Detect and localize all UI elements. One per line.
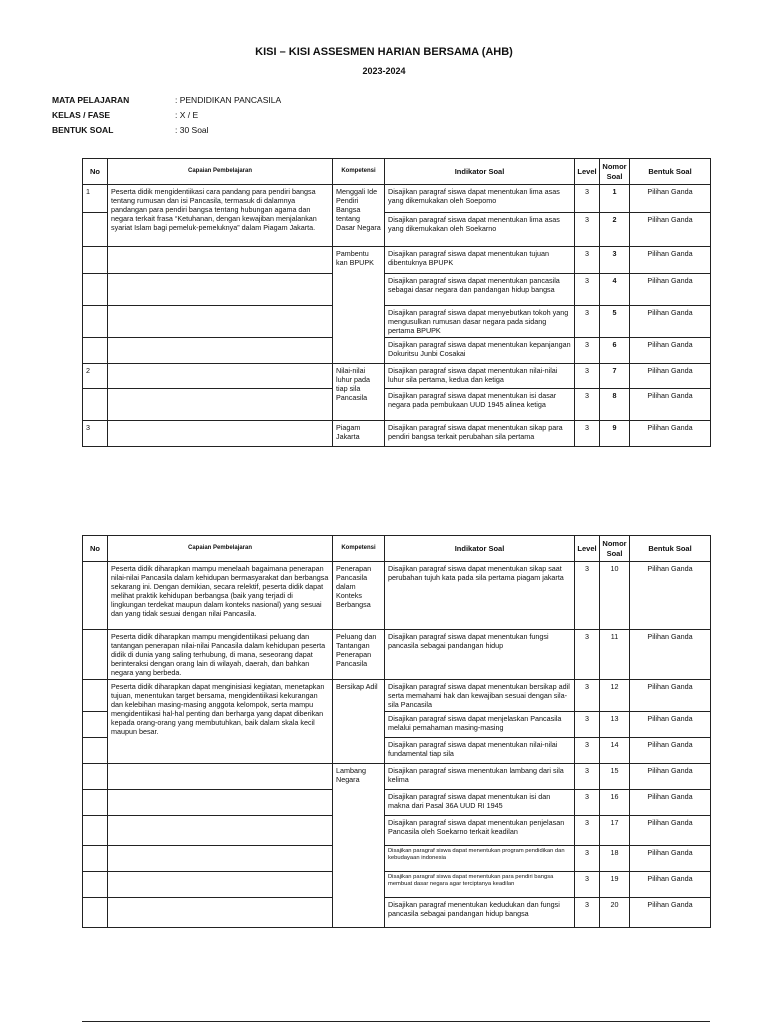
header-level: Level <box>575 536 600 562</box>
cell-no <box>83 790 108 816</box>
cell-capaian <box>108 247 333 274</box>
cell-no <box>83 306 108 338</box>
cell-nomor: 19 <box>600 872 630 898</box>
table-row <box>83 389 711 421</box>
cell-bentuk: Pilihan Ganda <box>630 712 711 738</box>
cell-kompetensi: Lambang Negara <box>333 764 385 928</box>
cell-level: 3 <box>575 872 600 898</box>
cell-no: 2 <box>83 364 108 389</box>
cell-bentuk: Pilihan Ganda <box>630 790 711 816</box>
document-year: 2023-2024 <box>362 66 406 76</box>
cell-bentuk: Pilihan Ganda <box>630 306 711 338</box>
header-bentuk: Bentuk Soal <box>630 159 711 185</box>
table-row <box>83 764 711 790</box>
cell-no <box>83 630 108 680</box>
cell-no <box>83 816 108 846</box>
cell-bentuk: Pilihan Ganda <box>630 630 711 680</box>
table-row <box>83 816 711 846</box>
cell-bentuk: Pilihan Ganda <box>630 421 711 447</box>
cell-capaian <box>108 816 333 846</box>
cell-no <box>83 738 108 764</box>
cell-indikator: Disajikan paragraf siswa dapat menyebutkan tokoh yang mengusulkan rumusan dasar negara pada sidang pertama BPUPK <box>385 306 575 338</box>
table-row <box>83 421 711 447</box>
header-capaian: Capaian Pembelajaran <box>108 159 333 185</box>
cell-nomor: 11 <box>600 630 630 680</box>
cell-bentuk: Pilihan Ganda <box>630 680 711 712</box>
cell-capaian: Peserta didik diharapkan mampu menelaah bagaimana penerapan nilai-nilai Pancasila dalam kehidupan bermasyarakat dan berbangsa sekarang ini. Dengan demikian, secara relektif, peserta didik dapat melihat praktik kehidupan berbangsa (baik yang terjadi di lingkungan terdekat maupun dalam konteks nasional) yang sesuai dan yang tidak sesuai dengan nilai Pancasila. <box>108 562 333 630</box>
cell-nomor: 18 <box>600 846 630 872</box>
table-row <box>83 306 711 338</box>
cell-no <box>83 389 108 421</box>
cell-no <box>83 680 108 712</box>
cell-indikator: Disajikan paragraf siswa dapat menentukan isi dan makna dari Pasal 36A UUD RI 1945 <box>385 790 575 816</box>
cell-indikator: Disajikan paragraf siswa dapat menentukan sikap para pendiri bangsa terkait perubahan sila pertama <box>385 421 575 447</box>
table-row <box>83 898 711 928</box>
table-header-row <box>83 159 711 185</box>
cell-level: 3 <box>575 389 600 421</box>
cell-indikator: Disajikan paragraf siswa dapat menentukan bersikap adil serta memahami hak dan kewajiban sesuai dengan sila-sila Pancasila <box>385 680 575 712</box>
header-no: No <box>83 159 108 185</box>
cell-bentuk: Pilihan Ganda <box>630 364 711 389</box>
cell-level: 3 <box>575 630 600 680</box>
cell-nomor: 14 <box>600 738 630 764</box>
meta-value: : X / E <box>175 110 199 120</box>
cell-nomor: 20 <box>600 898 630 928</box>
cell-bentuk: Pilihan Ganda <box>630 389 711 421</box>
cell-no <box>83 274 108 306</box>
table-row <box>83 680 711 712</box>
cell-capaian <box>108 274 333 306</box>
cell-capaian <box>108 338 333 364</box>
cell-capaian: Peserta didik diharapkan dapat menginisiasi kegiatan, menetapkan tujuan, menentukan target bersama, mengidentiikasi kekurangan dan kelebihan masing-masing anggota kelompok, serta mampu mengidentiikasi hal-hal penting dan berharga yang dapat diberikan kepada orang-orang yang membutuhkan, baik dalam skala kecil maupun besar. <box>108 680 333 764</box>
cell-nomor: 1 <box>600 185 630 213</box>
cell-capaian <box>108 421 333 447</box>
cell-nomor: 10 <box>600 562 630 630</box>
header-level: Level <box>575 159 600 185</box>
cell-level: 3 <box>575 274 600 306</box>
cell-no <box>83 338 108 364</box>
cell-indikator: Disajikan paragraf menentukan kedudukan dan fungsi pancasila sebagai pandangan hidup bangsa <box>385 898 575 928</box>
kisi-table-1 <box>82 158 711 447</box>
cell-no <box>83 846 108 872</box>
document-meta <box>52 95 281 140</box>
cell-capaian <box>108 764 333 790</box>
meta-label: BENTUK SOAL <box>52 125 114 135</box>
cell-nomor: 15 <box>600 764 630 790</box>
cell-indikator: Disajikan paragraf siswa dapat menentukan penjelasan Pancasila oleh Soekarno terkait keadilan <box>385 816 575 846</box>
cell-indikator: Disajikan paragraf siswa menentukan lambang dari sila kelima <box>385 764 575 790</box>
table-header-row <box>83 536 711 562</box>
cell-nomor: 2 <box>600 213 630 247</box>
table-row <box>83 562 711 630</box>
table-row <box>83 338 711 364</box>
table-row <box>83 790 711 816</box>
cell-level: 3 <box>575 306 600 338</box>
cell-nomor: 5 <box>600 306 630 338</box>
cell-indikator: Disajikan paragraf siswa dapat menentukan kepanjangan Dokuritsu Junbi Cosakai <box>385 338 575 364</box>
cell-nomor: 16 <box>600 790 630 816</box>
cell-capaian <box>108 790 333 816</box>
table-row <box>83 846 711 872</box>
cell-nomor: 4 <box>600 274 630 306</box>
header-nomor: Nomor Soal <box>600 536 630 562</box>
cell-level: 3 <box>575 185 600 213</box>
cell-level: 3 <box>575 680 600 712</box>
cell-no: 3 <box>83 421 108 447</box>
cell-kompetensi: Nilai-nilai luhur pada tiap sila Pancasila <box>333 364 385 421</box>
cell-capaian: Peserta didik mengidentiikasi cara pandang para pendiri bangsa tentang rumusan dan isi Pancasila, termasuk di dalamnya pandangan para pendiri bangsa tentang hubungan agama dan negara terkait frasa “Ketuhanan, dengan kewajiban menjalankan syariat Islam bagi pemeluk-pemeluknya” dalam Piagam Jakarta. <box>108 185 333 247</box>
cell-level: 3 <box>575 816 600 846</box>
cell-capaian: Peserta didik diharapkan mampu mengidentiikasi peluang dan tantangan penerapan nilai-nilai Pancasila dalam kehidupan peserta didik di dunia yang saling terhubung, di mana, seseorang dapat berinteraksi dengan orang lain di wilayah, daerah, dan bahkan negara yang berbeda. <box>108 630 333 680</box>
cell-capaian <box>108 872 333 898</box>
cell-capaian <box>108 898 333 928</box>
cell-bentuk: Pilihan Ganda <box>630 213 711 247</box>
cell-indikator: Disajikan paragraf siswa dapat menentukan program pendidikan dan kebudayaan indonesia <box>385 846 575 872</box>
header-capaian: Capaian Pembelajaran <box>108 536 333 562</box>
cell-indikator: Disajikan paragraf siswa dapat menentukan fungsi pancasila sebagai pandangan hidup <box>385 630 575 680</box>
cell-kompetensi: Peluang dan Tantangan Penerapan Pancasila <box>333 630 385 680</box>
meta-label: MATA PELAJARAN <box>52 95 130 105</box>
cell-capaian <box>108 364 333 389</box>
cell-no <box>83 712 108 738</box>
cell-bentuk: Pilihan Ganda <box>630 898 711 928</box>
meta-value: : 30 Soal <box>175 125 209 135</box>
cell-bentuk: Pilihan Ganda <box>630 247 711 274</box>
cell-nomor: 6 <box>600 338 630 364</box>
cell-indikator: Disajikan paragraf siswa dapat menentukan lima asas yang dikemukakan oleh Soekarno <box>385 213 575 247</box>
cell-nomor: 3 <box>600 247 630 274</box>
cell-nomor: 13 <box>600 712 630 738</box>
header-kompetensi: Kompetensi <box>333 536 385 562</box>
meta-row <box>52 95 281 110</box>
cell-level: 3 <box>575 213 600 247</box>
next-table-edge <box>82 1021 710 1022</box>
cell-nomor: 8 <box>600 389 630 421</box>
cell-nomor: 9 <box>600 421 630 447</box>
cell-no: 1 <box>83 185 108 213</box>
cell-no <box>83 764 108 790</box>
header-bentuk: Bentuk Soal <box>630 536 711 562</box>
header-kompetensi: Kompetensi <box>333 159 385 185</box>
cell-no <box>83 247 108 274</box>
header-nomor: Nomor Soal <box>600 159 630 185</box>
cell-capaian <box>108 846 333 872</box>
cell-indikator: Disajikan paragraf siswa dapat menentukan pancasila sebagai dasar negara dan pandangan hidup bangsa <box>385 274 575 306</box>
cell-level: 3 <box>575 790 600 816</box>
cell-no <box>83 213 108 247</box>
cell-indikator: Disajikan paragraf siswa dapat menentukan tujuan dibentuknya BPUPK <box>385 247 575 274</box>
cell-level: 3 <box>575 846 600 872</box>
cell-indikator: Disajikan paragraf siswa dapat menentukan nilai-nilai fundamental tiap sila <box>385 738 575 764</box>
cell-bentuk: Pilihan Ganda <box>630 816 711 846</box>
cell-no <box>83 872 108 898</box>
cell-kompetensi: Penerapan Pancasila dalam Konteks Berbangsa <box>333 562 385 630</box>
cell-nomor: 17 <box>600 816 630 846</box>
meta-value: : PENDIDIKAN PANCASILA <box>175 95 282 105</box>
cell-nomor: 12 <box>600 680 630 712</box>
cell-bentuk: Pilihan Ganda <box>630 872 711 898</box>
cell-bentuk: Pilihan Ganda <box>630 738 711 764</box>
cell-bentuk: Pilihan Ganda <box>630 764 711 790</box>
cell-level: 3 <box>575 712 600 738</box>
meta-row <box>52 110 281 125</box>
table-row <box>83 872 711 898</box>
cell-no <box>83 562 108 630</box>
cell-level: 3 <box>575 247 600 274</box>
cell-bentuk: Pilihan Ganda <box>630 185 711 213</box>
meta-row <box>52 125 281 140</box>
table-row <box>83 630 711 680</box>
table-row <box>83 185 711 213</box>
cell-capaian <box>108 389 333 421</box>
cell-nomor: 7 <box>600 364 630 389</box>
cell-kompetensi: Menggali Ide Pendiri Bangsa tentang Dasar Negara <box>333 185 385 247</box>
cell-kompetensi: Bersikap Adil <box>333 680 385 764</box>
cell-indikator: Disajikan paragraf siswa dapat menentukan nilai-nilai luhur sila pertama, kedua dan ketiga <box>385 364 575 389</box>
header-indikator: Indikator Soal <box>385 159 575 185</box>
cell-bentuk: Pilihan Ganda <box>630 338 711 364</box>
cell-level: 3 <box>575 898 600 928</box>
meta-label: KELAS / FASE <box>52 110 111 120</box>
cell-kompetensi: Pambentu kan BPUPK <box>333 247 385 364</box>
cell-indikator: Disajikan paragraf siswa dapat menentukan isi dasar negara pada pembukaan UUD 1945 alinea ketiga <box>385 389 575 421</box>
cell-indikator: Disajikan paragraf siswa dapat menjelaskan Pancasila melalui pemahaman masing-masing <box>385 712 575 738</box>
header-no: No <box>83 536 108 562</box>
cell-level: 3 <box>575 738 600 764</box>
cell-level: 3 <box>575 562 600 630</box>
cell-level: 3 <box>575 338 600 364</box>
cell-bentuk: Pilihan Ganda <box>630 274 711 306</box>
kisi-table-2 <box>82 535 711 928</box>
cell-indikator: Disajikan paragraf siswa dapat menentukan lima asas yang dikemukakan oleh Soepomo <box>385 185 575 213</box>
cell-no <box>83 898 108 928</box>
cell-level: 3 <box>575 421 600 447</box>
cell-capaian <box>108 306 333 338</box>
cell-level: 3 <box>575 764 600 790</box>
cell-indikator: Disajikan paragraf siswa dapat menentukan sikap saat perubahan tujuh kata pada sila pertama piagam jakarta <box>385 562 575 630</box>
cell-level: 3 <box>575 364 600 389</box>
cell-indikator: Disajikan paragraf siswa dapat menentukan para pendiri bangsa membuat dasar negara agar terciptanya keadilan <box>385 872 575 898</box>
cell-bentuk: Pilihan Ganda <box>630 562 711 630</box>
table-row <box>83 364 711 389</box>
header-indikator: Indikator Soal <box>385 536 575 562</box>
cell-bentuk: Pilihan Ganda <box>630 846 711 872</box>
document-title: KISI – KISI ASSESMEN HARIAN BERSAMA (AHB) <box>255 46 513 58</box>
cell-kompetensi: Piagam Jakarta <box>333 421 385 447</box>
table-row <box>83 274 711 306</box>
table-row <box>83 247 711 274</box>
